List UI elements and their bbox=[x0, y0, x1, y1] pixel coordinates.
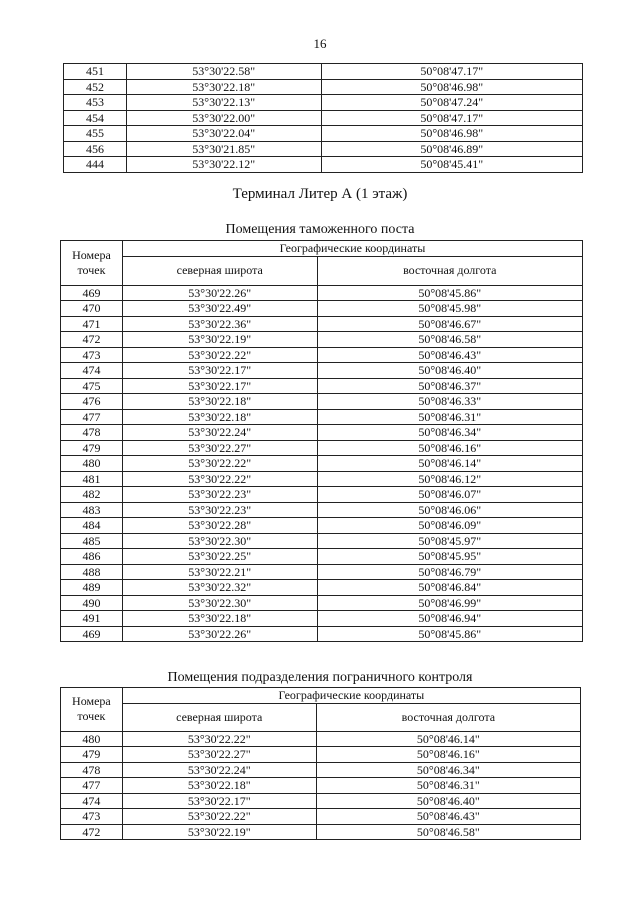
header-lon: восточная долгота bbox=[316, 703, 580, 731]
latitude-cell: 53°30'22.19" bbox=[122, 332, 317, 348]
longitude-cell: 50°08'46.43" bbox=[317, 347, 582, 363]
table-row bbox=[61, 378, 583, 394]
page-number: 16 bbox=[313, 36, 327, 51]
longitude-cell: 50°08'46.99" bbox=[317, 595, 582, 611]
header-lon: восточная долгота bbox=[317, 256, 582, 285]
point-number-cell: 486 bbox=[61, 549, 123, 565]
latitude-cell: 53°30'22.18" bbox=[122, 409, 317, 425]
table-row bbox=[61, 456, 583, 472]
coordinates-table-continued bbox=[63, 63, 583, 173]
point-number-cell: 477 bbox=[61, 409, 123, 425]
point-number-cell: 480 bbox=[61, 731, 123, 747]
point-number-cell: 484 bbox=[61, 518, 123, 534]
latitude-cell: 53°30'22.17" bbox=[122, 378, 317, 394]
longitude-cell: 50°08'45.86" bbox=[317, 285, 582, 301]
longitude-cell: 50°08'46.06" bbox=[317, 502, 582, 518]
latitude-cell: 53°30'22.18" bbox=[122, 778, 316, 794]
longitude-cell: 50°08'46.14" bbox=[317, 456, 582, 472]
table-body bbox=[64, 64, 583, 173]
latitude-cell: 53°30'22.22" bbox=[122, 347, 317, 363]
longitude-cell: 50°08'46.16" bbox=[317, 440, 582, 456]
table-row bbox=[61, 440, 583, 456]
table-row bbox=[61, 549, 583, 565]
latitude-cell: 53°30'22.22" bbox=[122, 731, 316, 747]
longitude-cell: 50°08'46.58" bbox=[317, 332, 582, 348]
latitude-cell: 53°30'22.17" bbox=[122, 793, 316, 809]
point-number-cell: 453 bbox=[64, 95, 127, 111]
point-number-cell: 455 bbox=[64, 126, 127, 142]
latitude-cell: 53°30'22.49" bbox=[122, 301, 317, 317]
point-number-cell: 476 bbox=[61, 394, 123, 410]
table-row bbox=[64, 95, 583, 111]
point-number-cell: 485 bbox=[61, 533, 123, 549]
table-row bbox=[64, 126, 583, 142]
latitude-cell: 53°30'22.36" bbox=[122, 316, 317, 332]
table-row bbox=[64, 64, 583, 80]
latitude-cell: 53°30'22.27" bbox=[122, 440, 317, 456]
point-number-cell: 488 bbox=[61, 564, 123, 580]
table-row bbox=[61, 394, 583, 410]
latitude-cell: 53°30'22.22" bbox=[122, 809, 316, 825]
table-row bbox=[61, 626, 583, 642]
longitude-cell: 50°08'46.40" bbox=[317, 363, 582, 379]
longitude-cell: 50°08'46.31" bbox=[317, 409, 582, 425]
longitude-cell: 50°08'46.58" bbox=[316, 824, 580, 840]
table-row bbox=[61, 533, 583, 549]
latitude-cell: 53°30'22.58" bbox=[126, 64, 321, 80]
longitude-cell: 50°08'46.37" bbox=[317, 378, 582, 394]
latitude-cell: 53°30'22.23" bbox=[122, 502, 317, 518]
border-section-title: Помещения подразделения пограничного контроля bbox=[167, 670, 473, 685]
point-number-cell: 444 bbox=[64, 157, 127, 173]
longitude-cell: 50°08'46.98" bbox=[321, 126, 582, 142]
latitude-cell: 53°30'22.04" bbox=[126, 126, 321, 142]
point-number-cell: 491 bbox=[61, 611, 123, 627]
point-number-cell: 482 bbox=[61, 487, 123, 503]
latitude-cell: 53°30'22.21" bbox=[122, 564, 317, 580]
longitude-cell: 50°08'46.12" bbox=[317, 471, 582, 487]
point-number-cell: 483 bbox=[61, 502, 123, 518]
header-points: Номера точек bbox=[61, 241, 123, 286]
latitude-cell: 53°30'22.26" bbox=[122, 285, 317, 301]
latitude-cell: 53°30'22.26" bbox=[122, 626, 317, 642]
point-number-cell: 451 bbox=[64, 64, 127, 80]
latitude-cell: 53°30'22.27" bbox=[122, 747, 316, 763]
point-number-cell: 489 bbox=[61, 580, 123, 596]
point-number-cell: 479 bbox=[61, 747, 123, 763]
header-geo: Географические координаты bbox=[122, 241, 582, 257]
longitude-cell: 50°08'46.34" bbox=[316, 762, 580, 778]
header-lat: северная широта bbox=[122, 256, 317, 285]
latitude-cell: 53°30'21.85" bbox=[126, 141, 321, 157]
table-row bbox=[64, 110, 583, 126]
point-number-cell: 478 bbox=[61, 425, 123, 441]
table-row bbox=[61, 332, 583, 348]
table-row bbox=[61, 580, 583, 596]
table-row bbox=[61, 611, 583, 627]
table-row bbox=[61, 425, 583, 441]
latitude-cell: 53°30'22.23" bbox=[122, 487, 317, 503]
point-number-cell: 481 bbox=[61, 471, 123, 487]
longitude-cell: 50°08'46.79" bbox=[317, 564, 582, 580]
table-row bbox=[61, 502, 583, 518]
point-number-cell: 473 bbox=[61, 809, 123, 825]
longitude-cell: 50°08'46.98" bbox=[321, 79, 582, 95]
table-row bbox=[61, 301, 583, 317]
latitude-cell: 53°30'22.24" bbox=[122, 762, 316, 778]
longitude-cell: 50°08'45.95" bbox=[317, 549, 582, 565]
longitude-cell: 50°08'46.67" bbox=[317, 316, 582, 332]
table-row bbox=[61, 564, 583, 580]
point-number-cell: 472 bbox=[61, 824, 123, 840]
table-body bbox=[61, 285, 583, 642]
longitude-cell: 50°08'46.33" bbox=[317, 394, 582, 410]
longitude-cell: 50°08'45.97" bbox=[317, 533, 582, 549]
longitude-cell: 50°08'45.98" bbox=[317, 301, 582, 317]
point-number-cell: 454 bbox=[64, 110, 127, 126]
header-lat: северная широта bbox=[122, 703, 316, 731]
longitude-cell: 50°08'45.41" bbox=[321, 157, 582, 173]
latitude-cell: 53°30'22.22" bbox=[122, 456, 317, 472]
point-number-cell: 472 bbox=[61, 332, 123, 348]
point-number-cell: 479 bbox=[61, 440, 123, 456]
point-number-cell: 490 bbox=[61, 595, 123, 611]
latitude-cell: 53°30'22.28" bbox=[122, 518, 317, 534]
table-row bbox=[64, 157, 583, 173]
point-number-cell: 456 bbox=[64, 141, 127, 157]
customs-section-title: Помещения таможенного поста bbox=[225, 222, 415, 237]
longitude-cell: 50°08'47.17" bbox=[321, 110, 582, 126]
longitude-cell: 50°08'46.43" bbox=[316, 809, 580, 825]
latitude-cell: 53°30'22.00" bbox=[126, 110, 321, 126]
point-number-cell: 475 bbox=[61, 378, 123, 394]
border-coordinates-table bbox=[60, 687, 581, 840]
longitude-cell: 50°08'46.84" bbox=[317, 580, 582, 596]
point-number-cell: 469 bbox=[61, 626, 123, 642]
table-row bbox=[61, 747, 581, 763]
terminal-title: Терминал Литер А (1 этаж) bbox=[232, 186, 408, 202]
point-number-cell: 477 bbox=[61, 778, 123, 794]
latitude-cell: 53°30'22.13" bbox=[126, 95, 321, 111]
table-row bbox=[61, 595, 583, 611]
longitude-cell: 50°08'46.89" bbox=[321, 141, 582, 157]
latitude-cell: 53°30'22.32" bbox=[122, 580, 317, 596]
longitude-cell: 50°08'47.17" bbox=[321, 64, 582, 80]
point-number-cell: 474 bbox=[61, 793, 123, 809]
longitude-cell: 50°08'46.31" bbox=[316, 778, 580, 794]
latitude-cell: 53°30'22.19" bbox=[122, 824, 316, 840]
longitude-cell: 50°08'46.94" bbox=[317, 611, 582, 627]
table-row bbox=[61, 285, 583, 301]
longitude-cell: 50°08'46.16" bbox=[316, 747, 580, 763]
table-row bbox=[61, 778, 581, 794]
point-number-cell: 480 bbox=[61, 456, 123, 472]
table-row bbox=[64, 141, 583, 157]
longitude-cell: 50°08'46.14" bbox=[316, 731, 580, 747]
table-row bbox=[61, 409, 583, 425]
header-geo: Географические координаты bbox=[122, 688, 580, 704]
header-points: Номера точек bbox=[61, 688, 123, 732]
table-row bbox=[61, 809, 581, 825]
table-row bbox=[61, 347, 583, 363]
customs-coordinates-table bbox=[60, 240, 583, 642]
table-row bbox=[61, 731, 581, 747]
point-number-cell: 478 bbox=[61, 762, 123, 778]
table-row bbox=[61, 793, 581, 809]
latitude-cell: 53°30'22.12" bbox=[126, 157, 321, 173]
latitude-cell: 53°30'22.17" bbox=[122, 363, 317, 379]
latitude-cell: 53°30'22.18" bbox=[122, 394, 317, 410]
latitude-cell: 53°30'22.22" bbox=[122, 471, 317, 487]
longitude-cell: 50°08'46.07" bbox=[317, 487, 582, 503]
table-row bbox=[61, 762, 581, 778]
table-body bbox=[61, 731, 581, 840]
table-row bbox=[64, 79, 583, 95]
longitude-cell: 50°08'46.40" bbox=[316, 793, 580, 809]
point-number-cell: 474 bbox=[61, 363, 123, 379]
table-row bbox=[61, 363, 583, 379]
latitude-cell: 53°30'22.25" bbox=[122, 549, 317, 565]
latitude-cell: 53°30'22.30" bbox=[122, 533, 317, 549]
latitude-cell: 53°30'22.18" bbox=[126, 79, 321, 95]
longitude-cell: 50°08'46.34" bbox=[317, 425, 582, 441]
latitude-cell: 53°30'22.18" bbox=[122, 611, 317, 627]
point-number-cell: 452 bbox=[64, 79, 127, 95]
latitude-cell: 53°30'22.24" bbox=[122, 425, 317, 441]
longitude-cell: 50°08'46.09" bbox=[317, 518, 582, 534]
point-number-cell: 470 bbox=[61, 301, 123, 317]
point-number-cell: 469 bbox=[61, 285, 123, 301]
longitude-cell: 50°08'45.86" bbox=[317, 626, 582, 642]
point-number-cell: 473 bbox=[61, 347, 123, 363]
table-row bbox=[61, 316, 583, 332]
latitude-cell: 53°30'22.30" bbox=[122, 595, 317, 611]
table-row bbox=[61, 518, 583, 534]
point-number-cell: 471 bbox=[61, 316, 123, 332]
table-row bbox=[61, 487, 583, 503]
table-row bbox=[61, 471, 583, 487]
longitude-cell: 50°08'47.24" bbox=[321, 95, 582, 111]
table-row bbox=[61, 824, 581, 840]
